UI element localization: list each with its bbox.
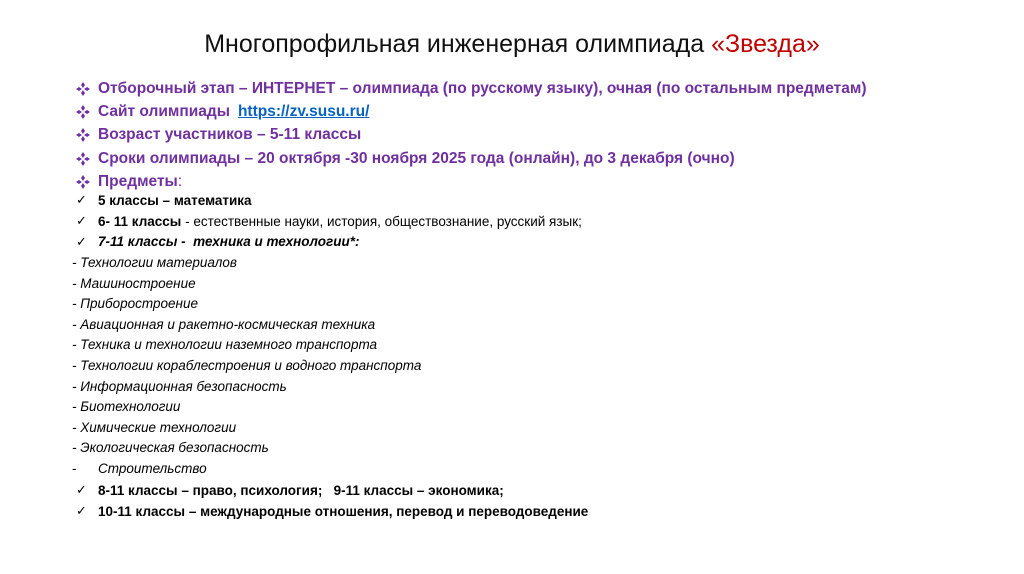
subject-item xyxy=(76,232,976,253)
info-item-text: Сайт олимпиады xyxy=(98,103,230,121)
subject-item xyxy=(76,190,976,211)
subjects-checklist xyxy=(76,190,976,252)
diamond-bullet-icon xyxy=(76,175,98,189)
page-title xyxy=(0,30,1024,59)
technology-item-text: Строительство xyxy=(98,460,207,476)
technology-item: - Биотехнологии xyxy=(72,399,181,415)
technology-item: - Приборостроение xyxy=(72,296,198,312)
subject-item xyxy=(76,480,976,501)
info-item-text: Предметы xyxy=(98,173,178,191)
info-list xyxy=(76,77,976,194)
subject-item xyxy=(76,211,976,232)
diamond-bullet-icon xyxy=(76,152,98,166)
diamond-bullet-icon xyxy=(76,105,98,119)
subjects-checklist-bottom xyxy=(76,480,976,522)
diamond-bullet-icon xyxy=(76,82,98,96)
checkmark-icon: ✓ xyxy=(76,213,87,229)
olympiad-site-link[interactable]: https://zv.susu.ru/ xyxy=(237,103,370,121)
technology-item: - Информационная безопасность xyxy=(72,378,287,394)
info-item-dates xyxy=(76,147,976,170)
checkmark-icon: ✓ xyxy=(76,482,87,498)
info-item-text: Сроки олимпиады – 20 октября -30 ноября 2025 года (онлайн), до 3 декабря (очно) xyxy=(98,149,735,167)
technology-item-last xyxy=(72,459,972,480)
technology-item: - Экологическая безопасность xyxy=(72,440,269,456)
info-item-site xyxy=(76,100,976,123)
info-item-stage xyxy=(76,77,976,100)
subject-item-bold: 10-11 классы – международные отношения, перевод и переводоведение xyxy=(98,503,589,519)
subject-item-rest: - естественные науки, история, обществознание, русский язык; xyxy=(181,213,582,229)
diamond-bullet-icon xyxy=(76,128,98,142)
info-item-text: Возраст участников – 5-11 классы xyxy=(98,126,362,144)
info-item-age xyxy=(76,124,976,147)
technology-item: - Авиационная и ракетно-космическая техника xyxy=(72,316,376,332)
technology-item: - Техника и технологии наземного транспорта xyxy=(72,337,378,353)
checkmark-icon: ✓ xyxy=(76,192,87,208)
info-item-text: Отборочный этап – ИНТЕРНЕТ – олимпиада (по русскому языку), очная (по остальным предметам) xyxy=(98,79,867,97)
subject-item-bold: 8-11 классы – право, психология; 9-11 классы – экономика; xyxy=(98,482,504,498)
dash-mark: - xyxy=(72,460,77,476)
technology-item: - Машиностроение xyxy=(72,275,196,291)
checkmark-icon: ✓ xyxy=(76,233,87,249)
technology-item: - Технологии материалов xyxy=(72,255,237,270)
checkmark-icon: ✓ xyxy=(76,503,87,519)
technology-item: - Химические технологии xyxy=(72,419,237,435)
technology-item: - Технологии кораблестроения и водного транспорта xyxy=(72,357,422,373)
subject-item xyxy=(76,501,976,522)
technology-list xyxy=(72,253,972,480)
info-item-colon: : xyxy=(177,173,183,191)
subject-item-bold: 7-11 классы - техника и технологии*: xyxy=(98,234,360,250)
title-accent: «Звезда» xyxy=(711,30,820,58)
title-main: Многопрофильная инженерная олимпиада xyxy=(204,30,712,58)
subject-item-bold: 6- 11 классы xyxy=(98,213,182,229)
subject-item-bold: 5 классы – математика xyxy=(98,192,252,208)
